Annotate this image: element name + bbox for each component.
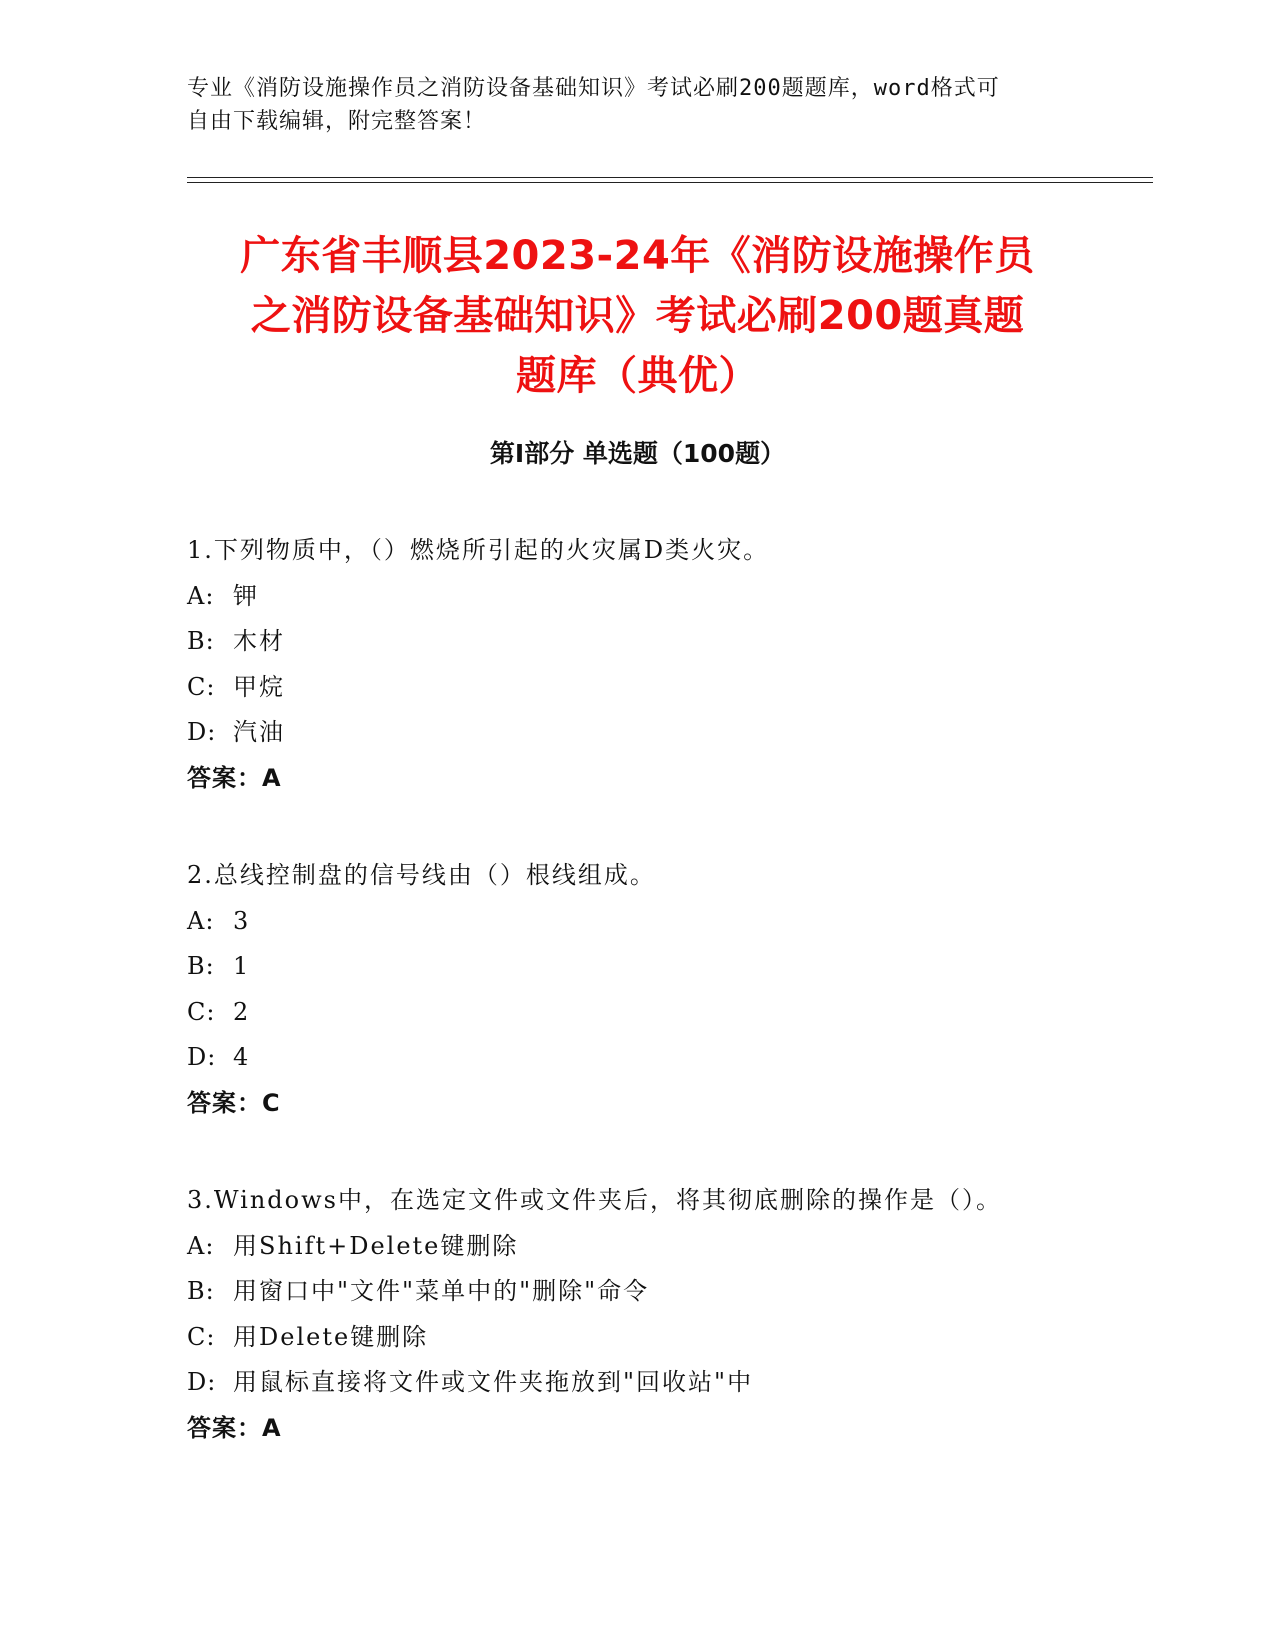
option-c	[187, 665, 1117, 711]
option-b	[187, 619, 1117, 665]
question-item	[187, 1178, 1117, 1451]
option-key: A:	[187, 581, 215, 610]
option-text: 3	[233, 906, 251, 935]
question-list	[187, 528, 1117, 1503]
answer-text: 答案：A	[187, 1413, 282, 1442]
title-line: 广东省丰顺县2023-24年《消防设施操作员	[240, 233, 1035, 279]
section-title: 第Ⅰ部分 单选题（100题）	[489, 439, 786, 468]
option-key: D:	[187, 718, 217, 746]
option-key: C:	[187, 1322, 216, 1351]
question-item	[187, 528, 1117, 801]
option-key: B:	[187, 1277, 215, 1305]
option-c	[187, 1315, 1117, 1361]
option-b	[187, 944, 1117, 990]
question-text: 3.Windows中，在选定文件或文件夹后，将其彻底删除的操作是（）。	[187, 1186, 1002, 1214]
option-c	[187, 990, 1117, 1036]
option-text: 2	[233, 997, 251, 1026]
option-key: C:	[187, 997, 216, 1026]
option-a	[187, 574, 1117, 620]
intro-paragraph	[187, 72, 1087, 138]
option-key: A:	[187, 1231, 215, 1260]
option-key: D:	[187, 1043, 217, 1071]
option-b	[187, 1269, 1117, 1315]
header-divider	[187, 182, 1153, 183]
option-d	[187, 1360, 1117, 1406]
option-text: 用Delete键删除	[233, 1322, 429, 1351]
option-key: D:	[187, 1368, 217, 1396]
option-text: 甲烷	[233, 672, 285, 701]
option-key: C:	[187, 672, 216, 701]
option-text: 4	[233, 1043, 251, 1071]
page-title	[180, 226, 1095, 406]
option-text: 钾	[233, 581, 259, 610]
option-text: 1	[233, 952, 251, 980]
option-key: A:	[187, 906, 215, 935]
title-line: 之消防设备基础知识》考试必刷200题真题	[250, 293, 1025, 339]
option-key: B:	[187, 627, 215, 655]
title-line: 题库（典优）	[516, 353, 759, 399]
header-divider	[187, 177, 1153, 178]
answer-text: 答案：A	[187, 763, 282, 792]
intro-line: 自由下载编辑，附完整答案！	[187, 109, 487, 134]
option-text: 木材	[233, 627, 285, 655]
question-item	[187, 853, 1117, 1126]
option-a	[187, 1224, 1117, 1270]
question-text: 1.下列物质中，（）燃烧所引起的火灾属D类火灾。	[187, 536, 770, 564]
option-text: 汽油	[233, 718, 285, 746]
question-text: 2.总线控制盘的信号线由（）根线组成。	[187, 861, 656, 889]
option-a	[187, 899, 1117, 945]
option-text: 用Shift+Delete键删除	[233, 1231, 519, 1260]
option-text: 用窗口中"文件"菜单中的"删除"命令	[233, 1277, 650, 1305]
option-d	[187, 1035, 1117, 1081]
intro-line: 专业《消防设施操作员之消防设备基础知识》考试必刷200题题库，word格式可	[187, 76, 1000, 101]
option-key: B:	[187, 952, 215, 980]
option-text: 用鼠标直接将文件或文件夹拖放到"回收站"中	[233, 1368, 754, 1396]
answer-text: 答案：C	[187, 1088, 281, 1117]
option-d	[187, 710, 1117, 756]
